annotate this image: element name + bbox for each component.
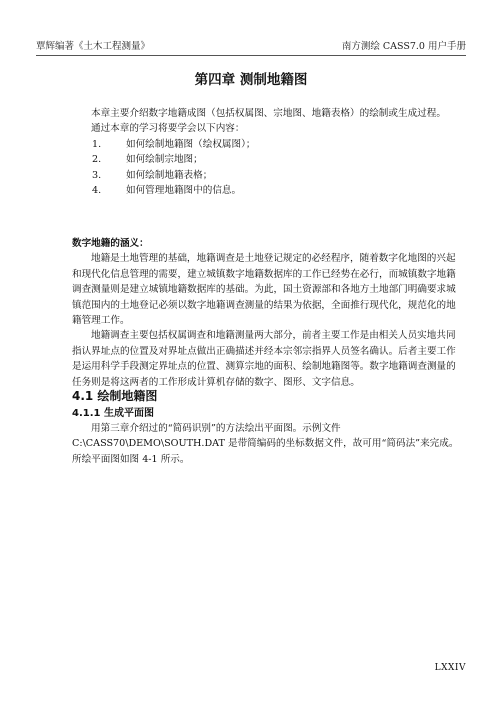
list-item [72, 168, 464, 183]
list-item-text: 如何管理地籍图中的信息。 [126, 185, 242, 197]
header-left-text: 覃辉编著《土木工程测量》 [36, 41, 151, 52]
list-item-number: 4. [92, 185, 102, 197]
intro-section [72, 106, 464, 198]
study-list [72, 137, 464, 199]
page-header [36, 38, 466, 52]
list-item-text: 如何绘制宗地图； [126, 154, 203, 166]
list-item [72, 183, 464, 198]
section-4-1 [72, 386, 464, 467]
list-item-number: 3. [92, 169, 102, 181]
list-item-text: 如何绘制地籍图（绘权属图）； [126, 138, 256, 150]
list-item-text: 如何绘制地籍表格； [126, 169, 213, 181]
header-right-text: 南方测绘 CASS7.0 用户手册 [341, 41, 466, 52]
chapter-title: 第四章 测制地籍图 [194, 72, 308, 88]
section-heading-4-1: 4.1 绘制地籍图 [72, 389, 158, 403]
list-item [72, 137, 464, 152]
subsection-heading-4-1-1: 4.1.1 生成平面图 [72, 408, 154, 419]
concept-section [72, 236, 464, 390]
list-item-number: 2. [92, 154, 102, 166]
concept-paragraph-1: 地籍是土地管理的基础，地籍调查是土地登记规定的必经程序，随着数字化地图的兴起和现代化信息管理的需要，建立城镇数字地籍数据库的工作已经势在必行，而城镇数字地籍调查测量则是建立城镇地籍数据库的基础。为此，国土资源部和各地方土地部门明确要求城镇范围内的土地登记必须以数字地籍调查测量的结果为依据，全面推行现代化，规范化的地籍管理工作。 [72, 253, 456, 327]
concept-paragraph-2: 地籍调查主要包括权属调查和地籍测量两大部分，前者主要工作是由相关人员实地共同指认界址点的位置及对界址点做出正确描述并经本宗邻宗指界人员签名确认。后者主要工作是运用科学手段测定界址点的位置、测算宗地的面积、绘制地籍图等。数字地籍调查测量的任务则是将这两者的工作形成计算机存储的数字、图形、文字信息。 [72, 330, 456, 388]
page-number: LXXIV [434, 663, 466, 673]
list-item-number: 1. [92, 138, 102, 150]
concept-heading: 数字地籍的涵义： [72, 238, 149, 249]
list-item [72, 152, 464, 167]
header-divider [36, 55, 466, 56]
study-lead: 通过本章的学习将要学会以下内容： [91, 123, 245, 135]
subsection-paragraph: 用第三章介绍过的“简码识别”的方法绘出平面图。示例文件 C:\CASS70\DEMO\SOUTH.DAT 是带简编码的坐标数据文件，故可用“简码法”来完成。所绘平面图如图 4-1 所示。 [72, 423, 459, 465]
intro-paragraph: 本章主要介绍数字地籍成图（包括权属图、宗地图、地籍表格）的绘制或生成过程。 [91, 108, 446, 119]
